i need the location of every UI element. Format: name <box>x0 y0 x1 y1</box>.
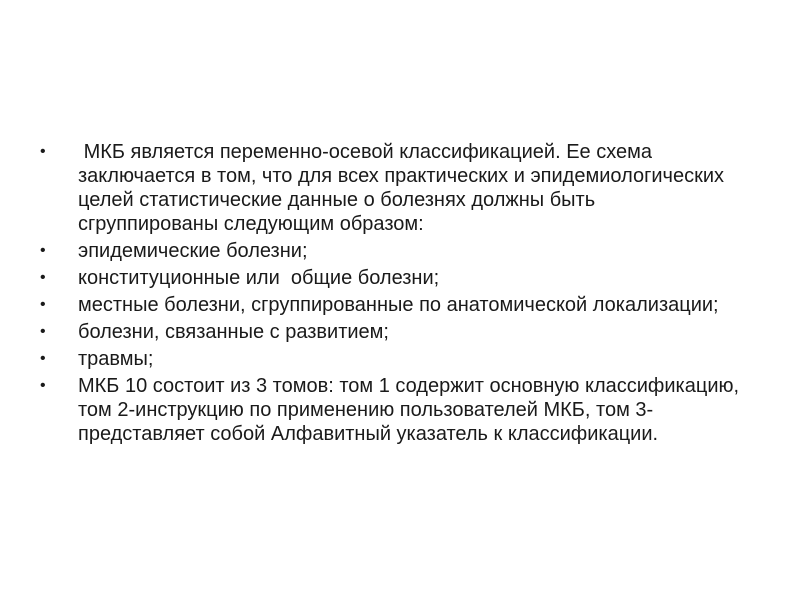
bullet-list <box>40 140 740 449</box>
list-item <box>40 374 740 446</box>
bullet-icon: • <box>40 296 46 313</box>
list-item-text: конституционные или общие болезни; <box>78 267 440 289</box>
list-item-text: МКБ 10 состоит из 3 томов: том 1 содержит основную классификацию, том 2-инструкцию по применению пользователей МКБ, том 3-представляет собой Алфавитный указатель к классификации. <box>78 375 740 445</box>
list-item-text: болезни, связанные с развитием; <box>78 321 389 343</box>
list-item-text: МКБ является переменно-осевой классификацией. Ее схема заключается в том, что для всех практических и эпидемиологических целей статистические данные о болезнях должны быть сгруппированы следующим образом: <box>78 141 730 235</box>
bullet-icon: • <box>40 377 46 394</box>
bullet-icon: • <box>40 143 46 160</box>
list-item <box>40 320 740 344</box>
list-item <box>40 347 740 371</box>
bullet-icon: • <box>40 350 46 367</box>
list-item <box>40 266 740 290</box>
list-item <box>40 140 740 236</box>
list-item-text: эпидемические болезни; <box>78 240 308 262</box>
bullet-icon: • <box>40 323 46 340</box>
list-item <box>40 239 740 263</box>
bullet-icon: • <box>40 242 46 259</box>
list-item-text: травмы; <box>78 348 154 370</box>
list-item <box>40 293 740 317</box>
list-item-text: местные болезни, сгруппированные по анатомической локализации; <box>78 294 719 316</box>
bullet-icon: • <box>40 269 46 286</box>
